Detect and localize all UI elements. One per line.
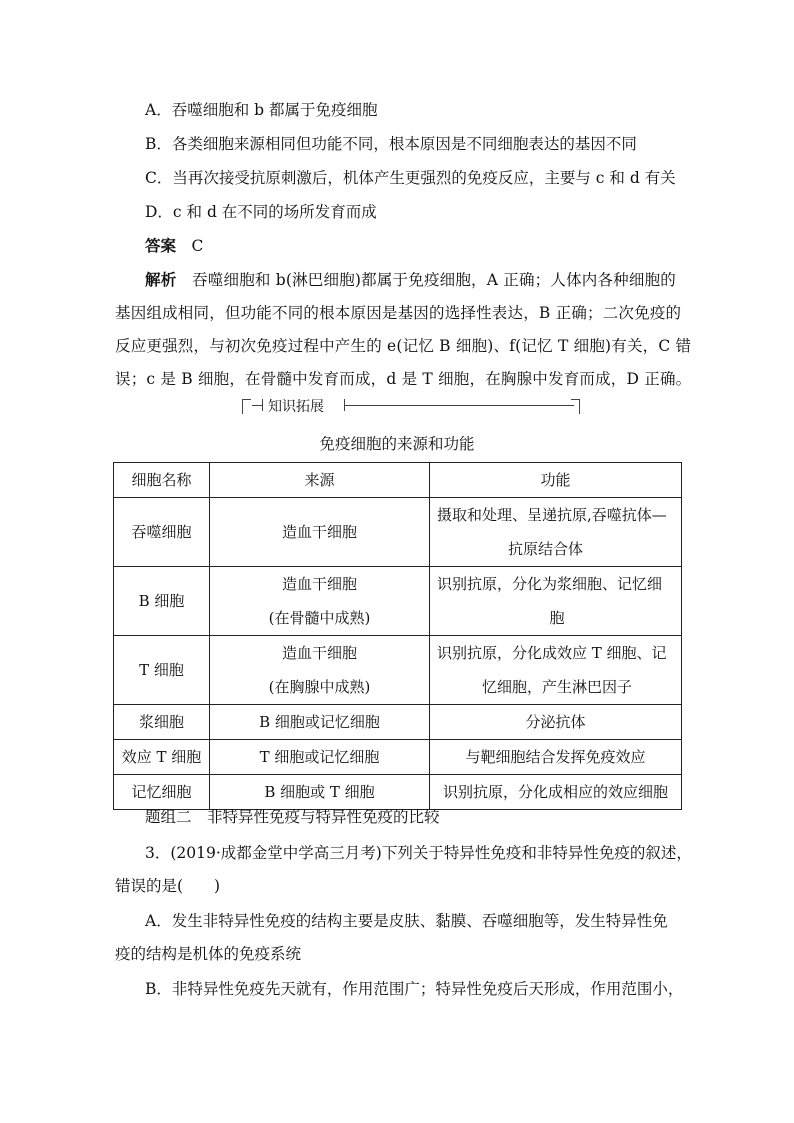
option-a: A．吞噬细胞和 b 都属于免疫细胞 [145, 101, 378, 119]
answer-line [145, 236, 203, 256]
option-d: D．c 和 d 在不同的场所发育而成 [145, 203, 377, 221]
analysis-line-2: 基因组成相同，但功能不同的根本原因是基因的选择性表达，B 正确；二次免疫的 [115, 304, 682, 322]
header-cell-name: 细胞名称 [114, 463, 210, 498]
bracket-right-decoration [571, 399, 580, 414]
question-3-option-b: B．非特异性免疫先天就有，作用范围广；特异性免疫后天形成，作用范围小， [145, 980, 684, 998]
answer-label: 答案 [145, 236, 177, 255]
question-3-option-a-line-1: A．发生非特异性免疫的结构主要是皮肤、黏膜、吞噬细胞等，发生特异性免 [145, 912, 668, 930]
header-cell-function: 功能 [430, 463, 682, 498]
option-b: B．各类细胞来源相同但功能不同，根本原因是不同细胞表达的基因不同 [145, 135, 637, 153]
knowledge-expansion-header [242, 395, 580, 419]
cell-source: B 细胞或 T 细胞 [210, 775, 430, 810]
table-row [114, 636, 682, 705]
cell-name: 效应 T 细胞 [114, 740, 210, 775]
bracket-left-decoration [242, 399, 251, 414]
cell-function: 识别抗原，分化成效应 T 细胞、记 忆细胞，产生淋巴因子 [430, 636, 682, 705]
cell-source: 造血干细胞 (在胸腺中成熟) [210, 636, 430, 705]
cell-source: 造血干细胞 (在骨髓中成熟) [210, 567, 430, 636]
analysis-line-3: 反应更强烈，与初次免疫过程中产生的 e(记忆 B 细胞)、f(记忆 T 细胞)有关，C 错 [115, 337, 692, 355]
analysis-line-4: 误；c 是 B 细胞，在骨髓中发育而成，d 是 T 细胞，在胸腺中发育而成，D 正确。 [115, 370, 692, 388]
question-3-stem-line-1: 3．(2019·成都金堂中学高三月考)下列关于特异性免疫和非特异性免疫的叙述， [145, 844, 692, 862]
cell-function: 分泌抗体 [430, 705, 682, 740]
table-title: 免疫细胞的来源和功能 [319, 435, 475, 453]
cell-source: B 细胞或记忆细胞 [210, 705, 430, 740]
cell-source: 造血干细胞 [210, 498, 430, 567]
analysis-label: 解析 [145, 270, 177, 289]
header-cell-source: 来源 [210, 463, 430, 498]
answer-value: C [191, 237, 204, 255]
section-heading: 题组二 非特异性免疫与特异性免疫的比较 [145, 808, 440, 826]
cell-name: B 细胞 [114, 567, 210, 636]
table-row [114, 705, 682, 740]
table-header-row [114, 463, 682, 498]
option-c: C．当再次接受抗原刺激后，机体产生更强烈的免疫反应，主要与 c 和 d 有关 [145, 169, 676, 187]
analysis-line-1: 解析 吞噬细胞和 b(淋巴细胞)都属于免疫细胞，A 正确；人体内各种细胞的 [145, 270, 676, 289]
table-row [114, 740, 682, 775]
cell-name: 记忆细胞 [114, 775, 210, 810]
cell-function: 与靶细胞结合发挥免疫效应 [430, 740, 682, 775]
cell-name: T 细胞 [114, 636, 210, 705]
cell-function: 识别抗原，分化为浆细胞、记忆细 胞 [430, 567, 682, 636]
cell-function: 识别抗原，分化成相应的效应细胞 [430, 775, 682, 810]
knowledge-expansion-title: 知识拓展 [268, 399, 324, 415]
question-3-option-a-line-2: 疫的结构是机体的免疫系统 [115, 945, 302, 963]
table-row [114, 498, 682, 567]
cell-name: 浆细胞 [114, 705, 210, 740]
cell-name: 吞噬细胞 [114, 498, 210, 567]
question-3-stem-line-2: 错误的是( ) [115, 877, 221, 895]
immune-cells-table [113, 462, 682, 810]
table-row [114, 775, 682, 810]
table-row [114, 567, 682, 636]
cell-function: 摄取和处理、呈递抗原,吞噬抗体— 抗原结合体 [430, 498, 682, 567]
cell-source: T 细胞或记忆细胞 [210, 740, 430, 775]
